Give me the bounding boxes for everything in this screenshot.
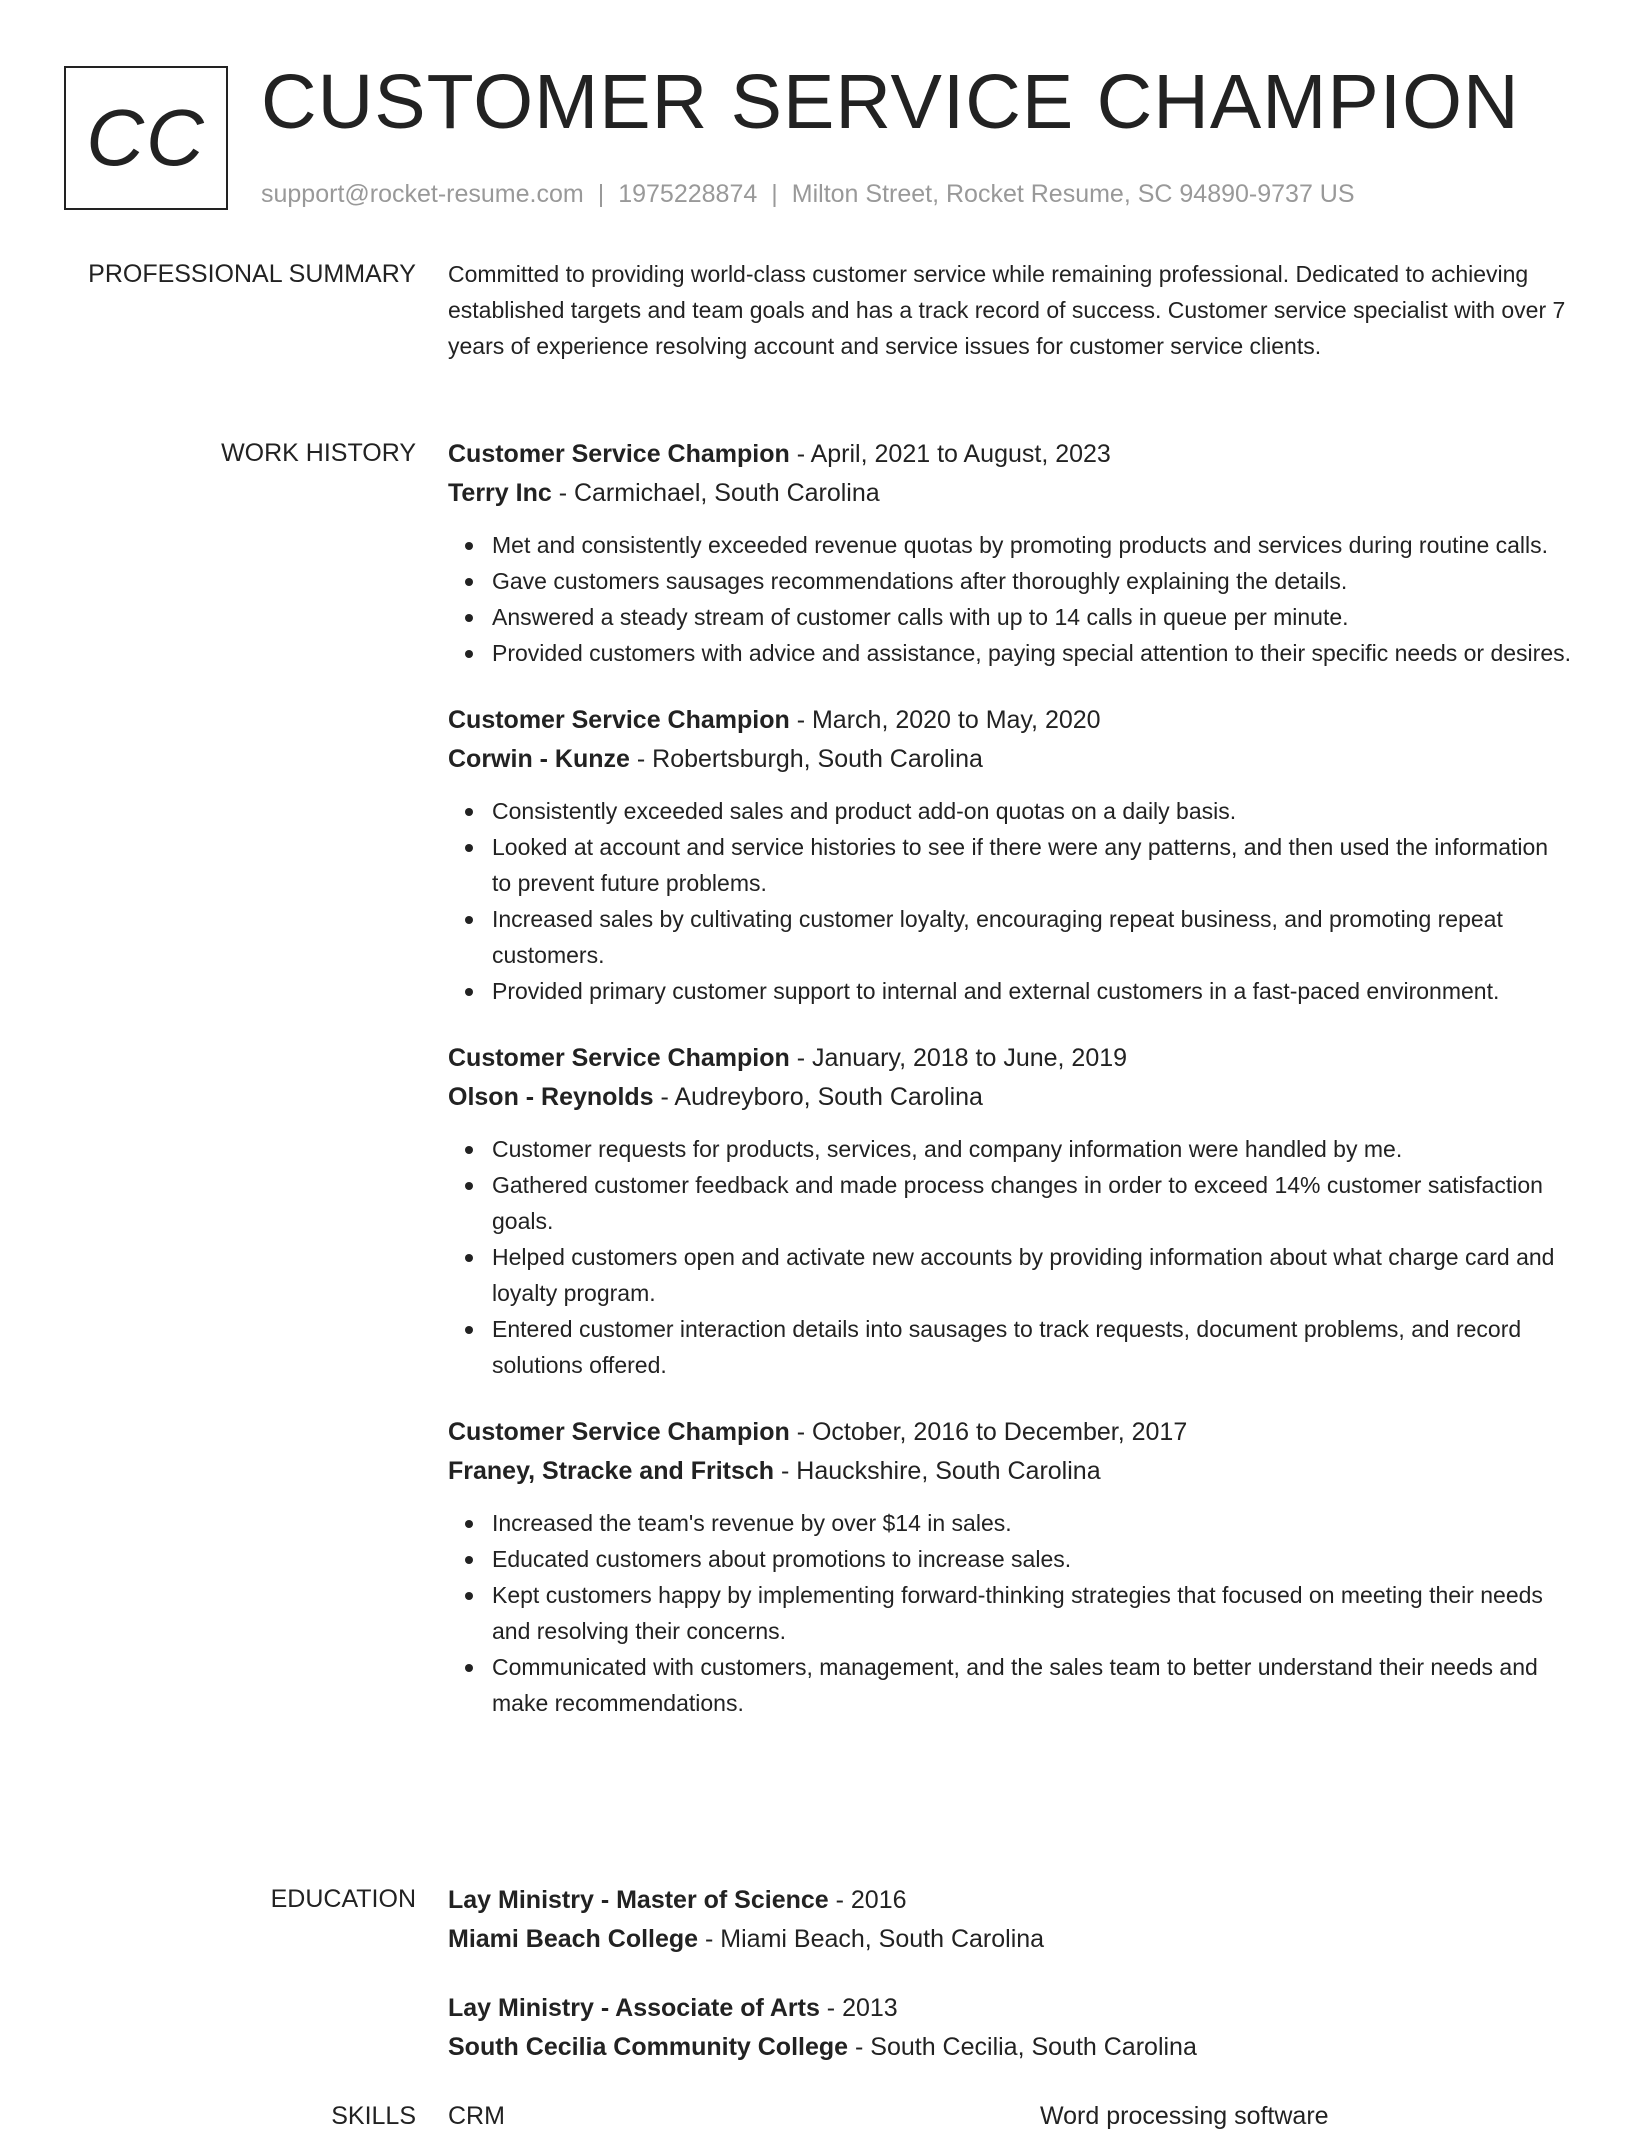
job-title-line [448, 1039, 1572, 1078]
job-dates: - March, 2020 to May, 2020 [789, 706, 1101, 734]
job-company-line [448, 474, 1572, 513]
job-location: - Audreyboro, South Carolina [653, 1083, 983, 1111]
bullet-item: Provided primary customer support to internal and external customers in a fast-paced environment. [448, 973, 1572, 1009]
bullet-dot-icon [465, 1182, 473, 1190]
contact-separator: | [771, 180, 778, 208]
skills-list [448, 2098, 1572, 2134]
job-entry [448, 1413, 1572, 1721]
bullet-item: Gave customers sausages recommendations after thoroughly explaining the details. [448, 563, 1572, 599]
bullet-dot-icon [465, 1254, 473, 1262]
bullet-dot-icon [465, 542, 473, 550]
bullet-item: Increased sales by cultivating customer loyalty, encouraging repeat business, and promoting repeat customers. [448, 901, 1572, 973]
job-location: - Carmichael, South Carolina [551, 479, 880, 507]
job-entry [448, 701, 1572, 1009]
job-dates: - January, 2018 to June, 2019 [789, 1044, 1128, 1072]
bullet-item: Increased the team's revenue by over $14 in sales. [448, 1505, 1572, 1541]
job-company-line [448, 1452, 1572, 1491]
contact-email[interactable]: support@rocket-resume.com [261, 180, 584, 208]
contact-line [261, 176, 1591, 212]
bullet-item: Kept customers happy by implementing forward-thinking strategies that focused on meeting their needs and resolving their concerns. [448, 1577, 1572, 1649]
bullet-dot-icon [465, 808, 473, 816]
degree-year: - 2016 [828, 1886, 907, 1914]
job-company: Franey, Stracke and Fritsch [448, 1457, 775, 1485]
section-label-skills: SKILLS [331, 2102, 416, 2130]
contact-address: Milton Street, Rocket Resume, SC 94890-9737 US [791, 180, 1355, 208]
job-title-line [448, 1413, 1572, 1452]
degree: Lay Ministry - Associate of Arts [448, 1994, 820, 2022]
section-label-work-history: WORK HISTORY [221, 439, 416, 467]
bullet-item: Looked at account and service histories to see if there were any patterns, and then used the information to prevent future problems. [448, 829, 1572, 901]
job-bullets [448, 1131, 1572, 1383]
bullet-item: Communicated with customers, management, and the sales team to better understand their needs and make recommendations. [448, 1649, 1572, 1721]
school-location: - South Cecilia, South Carolina [848, 2033, 1197, 2061]
school-location: - Miami Beach, South Carolina [698, 1925, 1045, 1953]
job-title-line [448, 435, 1572, 474]
job-dates: - October, 2016 to December, 2017 [789, 1418, 1188, 1446]
job-company-line [448, 740, 1572, 779]
resume-header [261, 52, 1591, 212]
job-title: Customer Service Champion [448, 440, 790, 468]
bullet-dot-icon [465, 578, 473, 586]
education-entry [448, 1989, 1572, 2067]
degree-year: - 2013 [819, 1994, 898, 2022]
bullet-dot-icon [465, 1592, 473, 1600]
job-bullets [448, 1505, 1572, 1721]
education-entry [448, 1881, 1572, 1959]
bullet-dot-icon [465, 1146, 473, 1154]
monogram-logo: CC [64, 66, 228, 210]
job-entry [448, 1039, 1572, 1383]
bullet-item: Helped customers open and activate new accounts by providing information about what charge card and loyalty program. [448, 1239, 1572, 1311]
job-location: - Hauckshire, South Carolina [774, 1457, 1101, 1485]
bullet-item: Consistently exceeded sales and product add-on quotas on a daily basis. [448, 793, 1572, 829]
bullet-dot-icon [465, 1326, 473, 1334]
section-label-summary: PROFESSIONAL SUMMARY [88, 260, 416, 288]
bullet-item: Entered customer interaction details into sausages to track requests, document problems, and record solutions offered. [448, 1311, 1572, 1383]
job-company-line [448, 1078, 1572, 1117]
bullet-item: Answered a steady stream of customer calls with up to 14 calls in queue per minute. [448, 599, 1572, 635]
skill-item: Word processing software [1040, 2102, 1329, 2130]
school-name: Miami Beach College [448, 1925, 699, 1953]
bullet-dot-icon [465, 844, 473, 852]
school-line [448, 1920, 1572, 1959]
bullet-dot-icon [465, 916, 473, 924]
bullet-dot-icon [465, 1520, 473, 1528]
candidate-name: CUSTOMER SERVICE CHAMPION [261, 59, 1520, 145]
bullet-item: Met and consistently exceeded revenue quotas by promoting products and services during routine calls. [448, 527, 1572, 563]
job-title: Customer Service Champion [448, 1418, 790, 1446]
degree-line [448, 1881, 1572, 1920]
bullet-dot-icon [465, 650, 473, 658]
job-location: - Robertsburgh, South Carolina [629, 745, 983, 773]
contact-phone[interactable]: 1975228874 [618, 180, 758, 208]
bullet-item: Educated customers about promotions to increase sales. [448, 1541, 1572, 1577]
bullet-item: Customer requests for products, services, and company information were handled by me. [448, 1131, 1572, 1167]
skill-item: CRM [448, 2102, 505, 2130]
bullet-item: Provided customers with advice and assistance, paying special attention to their specific needs or desires. [448, 635, 1572, 671]
job-bullets [448, 793, 1572, 1009]
job-dates: - April, 2021 to August, 2023 [789, 440, 1111, 468]
job-bullets [448, 527, 1572, 671]
job-company: Olson - Reynolds [448, 1083, 654, 1111]
degree-line [448, 1989, 1572, 2028]
job-title: Customer Service Champion [448, 1044, 790, 1072]
job-title-line [448, 701, 1572, 740]
degree: Lay Ministry - Master of Science [448, 1886, 829, 1914]
bullet-dot-icon [465, 1556, 473, 1564]
bullet-dot-icon [465, 1664, 473, 1672]
summary-text: Committed to providing world-class customer service while remaining professional. Dedicated to achieving established targets and team goals and has a track record of success. Customer service specialist with over 7 years of experience resolving account and service issues for customer service clients. [448, 261, 1566, 359]
job-entry [448, 435, 1572, 671]
section-label-education: EDUCATION [270, 1885, 416, 1913]
bullet-dot-icon [465, 614, 473, 622]
school-name: South Cecilia Community College [448, 2033, 849, 2061]
bullet-item: Gathered customer feedback and made process changes in order to exceed 14% customer satisfaction goals. [448, 1167, 1572, 1239]
job-company: Corwin - Kunze [448, 745, 630, 773]
bullet-dot-icon [465, 988, 473, 996]
school-line [448, 2028, 1572, 2067]
job-title: Customer Service Champion [448, 706, 790, 734]
job-company: Terry Inc [448, 479, 552, 507]
contact-separator: | [597, 180, 605, 208]
